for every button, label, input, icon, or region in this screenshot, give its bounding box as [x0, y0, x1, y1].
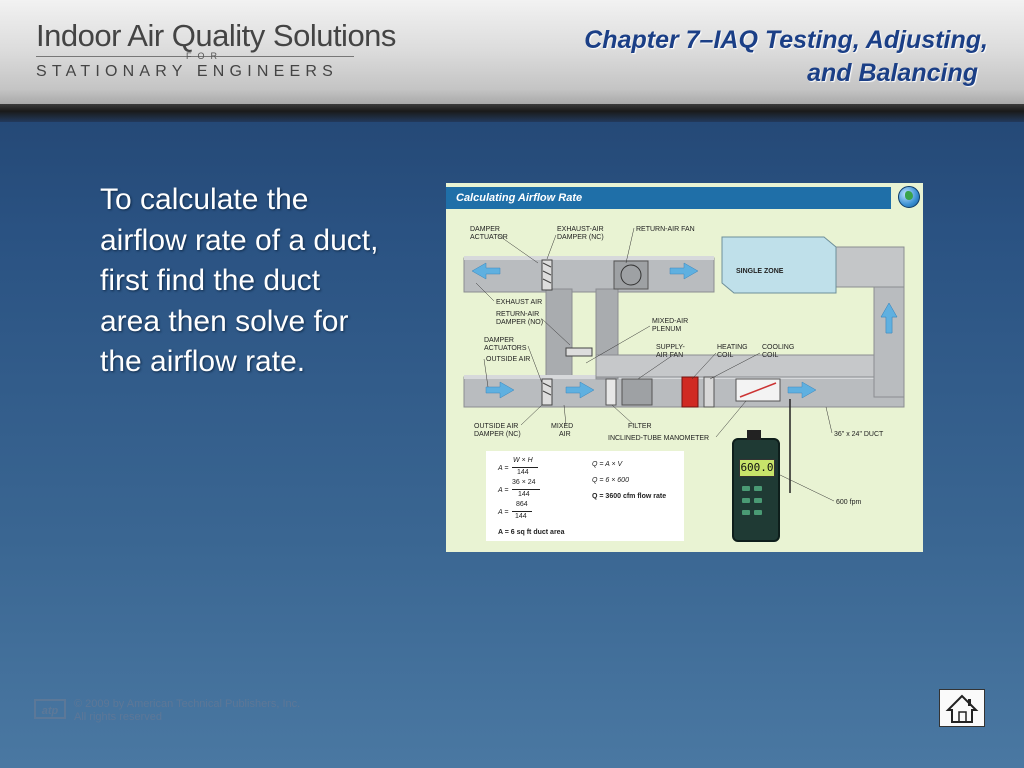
label-heating-coil: HEATING: [717, 344, 748, 351]
body-line: the airflow rate.: [100, 345, 306, 378]
label-damper-actuator: ACTUATOR: [470, 234, 508, 241]
meter-button: [754, 486, 762, 491]
airflow-figure: [446, 183, 923, 552]
chapter-title-line1: Chapter 7–IAQ Testing, Adjusting,: [584, 26, 988, 54]
label-damper-actuators: DAMPER: [484, 337, 514, 344]
label-mixed-air-plenum: PLENUM: [652, 326, 682, 333]
label-exhaust-air: EXHAUST AIR: [496, 299, 543, 306]
label-cooling-coil: COIL: [762, 352, 779, 359]
body-line: airflow rate of a duct,: [100, 223, 379, 257]
label-return-air-damper: DAMPER (NO): [496, 319, 544, 326]
copyright-line: © 2009 by American Technical Publishers, Inc.: [74, 698, 301, 710]
publisher-logo: atp: [34, 699, 66, 719]
label-reading: 600 fpm: [836, 499, 862, 506]
calc-area-den: 144: [515, 513, 527, 520]
calc-q-formula: Q = A × V: [592, 461, 623, 468]
calc-a-label: A =: [498, 465, 509, 472]
chapter-title: [584, 24, 988, 90]
label-exhaust-air-damper: EXHAUST-AIR: [557, 226, 604, 233]
label-mixed-air: AIR: [559, 431, 571, 438]
meter-display: 600.0: [739, 459, 775, 477]
body-line: To calculate the: [100, 183, 309, 216]
meter-button: [742, 486, 750, 491]
home-icon: [940, 690, 984, 726]
meter-button: [742, 498, 750, 503]
calc-a-label: A =: [498, 487, 509, 494]
label-inclined-tube-manometer: INCLINED-TUBE MANOMETER: [608, 435, 710, 442]
logo-for: FOR: [186, 51, 223, 61]
label-mixed-air: MIXED: [551, 423, 574, 430]
body-text: [100, 180, 430, 383]
calc-area-result: A = 6 sq ft duct area: [498, 529, 565, 536]
label-exhaust-air-damper: DAMPER (NC): [557, 234, 604, 241]
calc-frac-line: [512, 489, 540, 490]
calc-a-label: A =: [498, 509, 509, 516]
meter-button: [754, 510, 762, 515]
meter-button: [742, 510, 750, 515]
single-zone-label: SINGLE ZONE: [736, 268, 784, 275]
figure-title: Calculating Airflow Rate: [446, 187, 891, 209]
label-duct-size: 36" x 24" DUCT: [834, 431, 884, 438]
label-outside-air: OUTSIDE AIR: [486, 356, 531, 363]
label-filter: FILTER: [628, 423, 652, 430]
copyright: [74, 698, 300, 724]
meter-button: [754, 498, 762, 503]
calc-q-result: Q = 3600 cfm flow rate: [592, 493, 667, 500]
label-outside-air-damper: DAMPER (NC): [474, 431, 521, 438]
logo-subtitle: STATIONARY ENGINEERS: [36, 63, 338, 80]
header-divider: [0, 104, 1024, 122]
label-damper-actuator: DAMPER: [470, 226, 500, 233]
calc-wh-num: W × H: [513, 457, 533, 464]
body-line: first find the duct: [100, 264, 321, 297]
label-return-air-damper: RETURN-AIR: [496, 311, 540, 318]
calc-dims-den: 144: [518, 491, 530, 498]
body-line: area then solve for: [100, 304, 349, 338]
label-supply-air-fan: AIR FAN: [656, 352, 684, 359]
label-heating-coil: COIL: [717, 352, 734, 359]
label-return-air-fan: RETURN-AIR FAN: [636, 226, 695, 233]
label-outside-air-damper: OUTSIDE AIR: [474, 423, 519, 430]
logo-title: Indoor Air Quality Solutions: [36, 18, 396, 53]
calculation-panel: [486, 451, 684, 541]
chapter-title-line2: and Balancing: [807, 59, 978, 87]
calc-frac-line: [512, 467, 538, 468]
calc-area-num: 864: [516, 501, 528, 508]
calc-q-sub: Q = 6 × 600: [592, 477, 629, 484]
label-mixed-air-plenum: MIXED-AIR: [652, 318, 689, 325]
label-cooling-coil: COOLING: [762, 344, 795, 351]
header-banner: [0, 0, 1024, 112]
meter-probe-cap: [747, 430, 761, 440]
calc-frac-line: [512, 511, 532, 512]
airflow-meter: [732, 438, 780, 542]
rights-line: All rights reserved: [74, 711, 163, 723]
calc-dims-num: 36 × 24: [512, 479, 536, 486]
label-supply-air-fan: SUPPLY-: [656, 344, 685, 351]
home-button[interactable]: [939, 689, 985, 727]
calc-wh-den: 144: [517, 469, 529, 476]
label-damper-actuators: ACTUATORS: [484, 345, 527, 352]
